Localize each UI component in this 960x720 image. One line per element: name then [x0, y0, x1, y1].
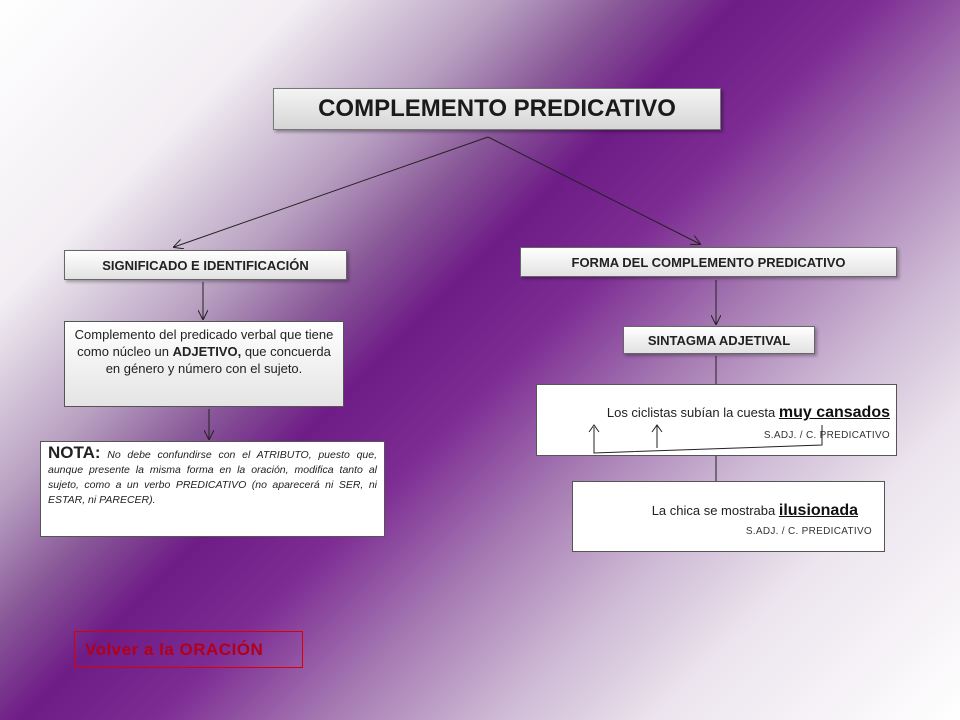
example-1-highlight: muy cansados — [778, 404, 890, 421]
example-1-caption: S.ADJ. / C. PREDICATIVO — [763, 430, 890, 441]
arrow-title-to-forma — [488, 137, 700, 244]
note-label: NOTA: — [48, 443, 101, 462]
example-1-text: Los ciclistas subían la cuesta — [606, 405, 779, 420]
example-2-sentence — [652, 502, 858, 520]
example-2-highlight: ilusionada — [778, 502, 858, 519]
diagram-title: COMPLEMENTO PREDICATIVO — [273, 88, 721, 130]
back-to-oracion-link[interactable]: Volver a la ORACIÓN — [74, 631, 303, 668]
note-text: No debe confundirse con el ATRIBUTO, puesto que, aunque presente la misma forma en la oración, modifica tanto al sujeto, como a un verbo PREDICATIVO (no aparecerá ni SER, ni ESTAR, ni PARECER). — [48, 449, 377, 506]
definition-text-2: que concuerda en género y número con el sujeto. — [105, 344, 331, 376]
definition-box — [64, 321, 344, 407]
definition-bold: ADJETIVO, — [172, 344, 242, 359]
example-2-caption: S.ADJ. / C. PREDICATIVO — [745, 526, 872, 537]
example-2-box — [572, 481, 885, 552]
forma-header: FORMA DEL COMPLEMENTO PREDICATIVO — [520, 247, 897, 277]
significado-header: SIGNIFICADO E IDENTIFICACIÓN — [64, 250, 347, 280]
note-box — [40, 441, 385, 537]
definition-text-1: Complemento del predicado verbal que tiene como núcleo un — [74, 327, 334, 359]
example-2-text: La chica se mostraba — [651, 503, 779, 518]
example-1-box — [536, 384, 897, 456]
sintagma-adjetival-header: SINTAGMA ADJETIVAL — [623, 326, 815, 354]
example-1-agreement-arrows — [537, 385, 898, 457]
arrow-title-to-significado — [174, 137, 488, 247]
